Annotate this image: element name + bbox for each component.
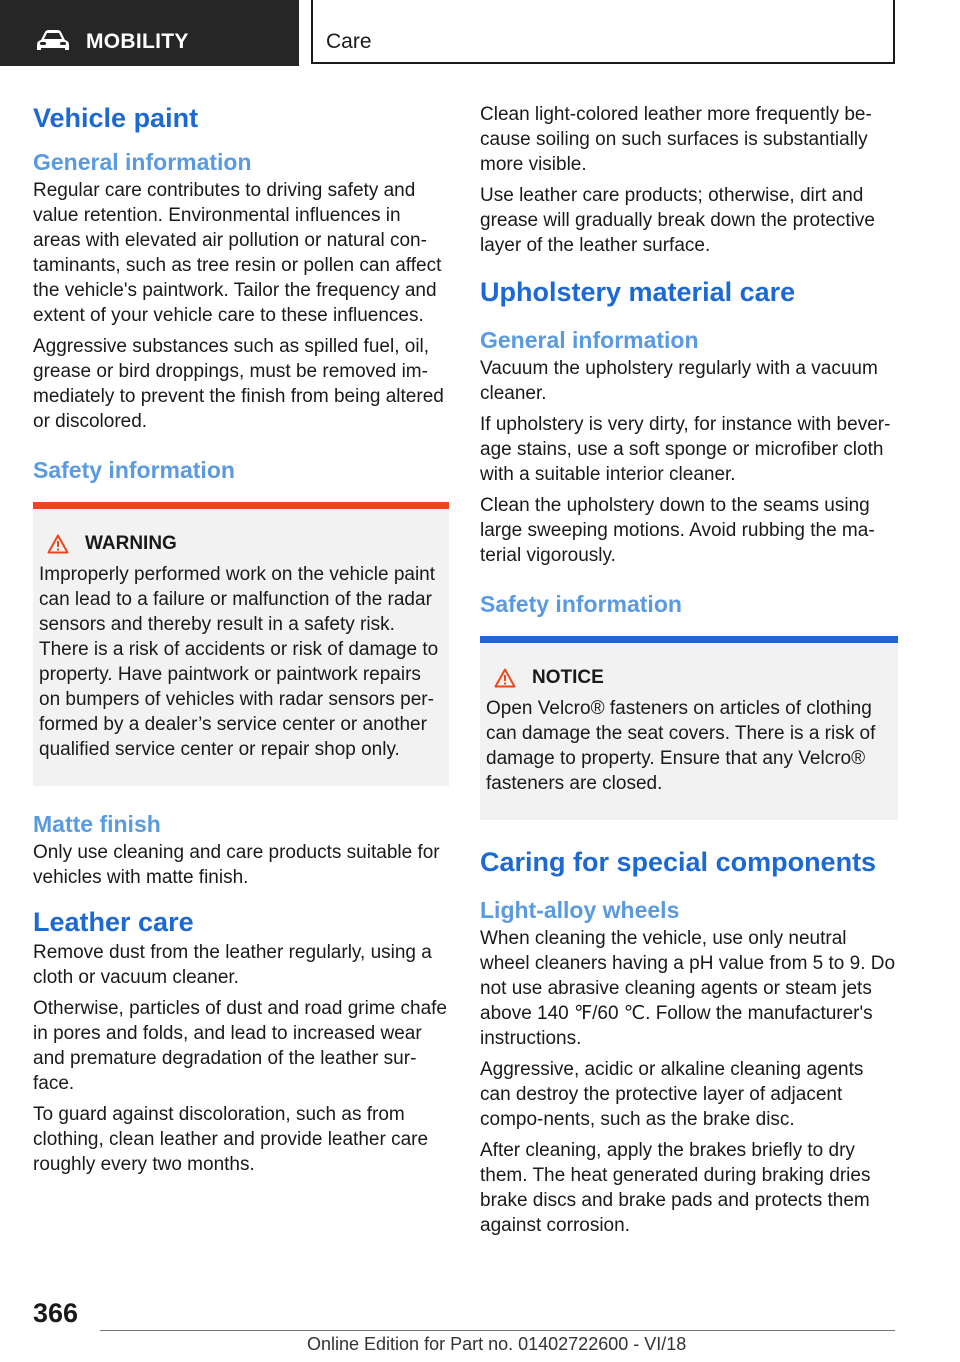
warning-text: Improperly performed work on the vehicle paint can lead to a failure or malfunction of the radar sensors and thereby result in a safety risk. There is a risk of accidents or risk of damage to property. Have paintwork or paintwork repairs on bumpers of vehicles with radar sensors per-formed by a dealer’s service center or another qualified service center or repair shop only. <box>39 564 439 760</box>
left-column <box>33 100 449 1183</box>
light-alloy-wheels-heading: Light-alloy wheels <box>480 897 680 923</box>
edition-note: Online Edition for Part no. 01402722600 - VI/18 <box>307 1334 687 1354</box>
section-tab-label: MOBILITY <box>86 30 189 53</box>
notice-title <box>486 665 890 690</box>
page-header <box>0 0 960 66</box>
leather-paragraph-1: Remove dust from the leather regularly, using a cloth or vacuum cleaner. <box>33 942 432 988</box>
upholstery-paragraph-1: Vacuum the upholstery regularly with a vacuum cleaner. <box>480 358 878 404</box>
upholstery-paragraph-2: If upholstery is very dirty, for instance with bever-age stains, use a soft sponge or microfiber cloth with a suitable interior cleaner. <box>480 414 891 485</box>
special-components-heading: Caring for special components <box>480 847 877 877</box>
general-paragraph-2: Aggressive substances such as spilled fuel, oil, grease or bird droppings, must be removed im-mediately to prevent the finish from being altered or discolored. <box>33 336 444 432</box>
leather-paragraph-4: Clean light-colored leather more frequently be-cause soiling on such surfaces is substantially more visible. <box>480 104 872 175</box>
notice-label: NOTICE <box>532 667 604 688</box>
warning-triangle-icon <box>494 668 516 688</box>
matte-finish-heading: Matte finish <box>33 811 161 837</box>
wheels-paragraph-1: When cleaning the vehicle, use only neutral wheel cleaners having a pH value from 5 to 9. Do not use abrasive cleaning agents or steam jets above 140 ℉/60 ℃. Follow the manufacturer's instructions. <box>480 928 896 1049</box>
general-info-heading: General information <box>33 149 252 175</box>
warning-label: WARNING <box>85 533 177 554</box>
upholstery-heading: Upholstery material care <box>480 277 796 307</box>
general-paragraph-1: Regular care contributes to driving safety and value retention. Environmental influences in areas with elevated air pollution or natural con-taminants, such as tree resin or pollen can affect the vehicle's paintwork. Tailor the frequency and extent of your vehicle care to these influences. <box>33 180 442 326</box>
upholstery-paragraph-3: Clean the upholstery down to the seams using large sweeping motions. Avoid rubbing the ma-terial vigorously. <box>480 495 875 566</box>
warning-title <box>39 531 441 556</box>
car-icon <box>36 29 70 53</box>
footer-divider <box>100 1330 895 1331</box>
leather-paragraph-2: Otherwise, particles of dust and road grime chafe in pores and folds, and lead to increased wear and premature degradation of the leather sur-face. <box>33 998 447 1094</box>
leather-paragraph-3: To guard against discoloration, such as from clothing, clean leather and provide leather care roughly every two months. <box>33 1104 429 1175</box>
safety-info-heading: Safety information <box>33 457 235 483</box>
leather-care-heading: Leather care <box>33 907 194 937</box>
section-tab <box>0 0 299 66</box>
upholstery-general-heading: General information <box>480 327 699 353</box>
notice-box <box>480 636 898 820</box>
page-number: 366 <box>33 1298 79 1328</box>
warning-box <box>33 502 449 786</box>
chapter-tab <box>311 0 895 64</box>
vehicle-paint-heading: Vehicle paint <box>33 103 199 133</box>
upholstery-safety-heading: Safety information <box>480 591 682 617</box>
right-column <box>480 102 898 1244</box>
chapter-tab-label: Care <box>326 30 372 53</box>
leather-paragraph-5: Use leather care products; otherwise, dirt and grease will gradually break down the protective layer of the leather surface. <box>480 185 875 256</box>
wheels-paragraph-3: After cleaning, apply the brakes briefly to dry them. The heat generated during braking dries brake discs and brake pads and protects them against corrosion. <box>480 1140 871 1236</box>
warning-triangle-icon <box>47 534 69 554</box>
notice-text: Open Velcro® fasteners on articles of clothing can damage the seat covers. There is a risk of damage to property. Ensure that any Velcro® fasteners are closed. <box>486 698 876 794</box>
wheels-paragraph-2: Aggressive, acidic or alkaline cleaning agents can destroy the protective layer of adjacent compo-nents, such as the brake disc. <box>480 1059 864 1130</box>
matte-finish-text: Only use cleaning and care products suitable for vehicles with matte finish. <box>33 842 440 888</box>
